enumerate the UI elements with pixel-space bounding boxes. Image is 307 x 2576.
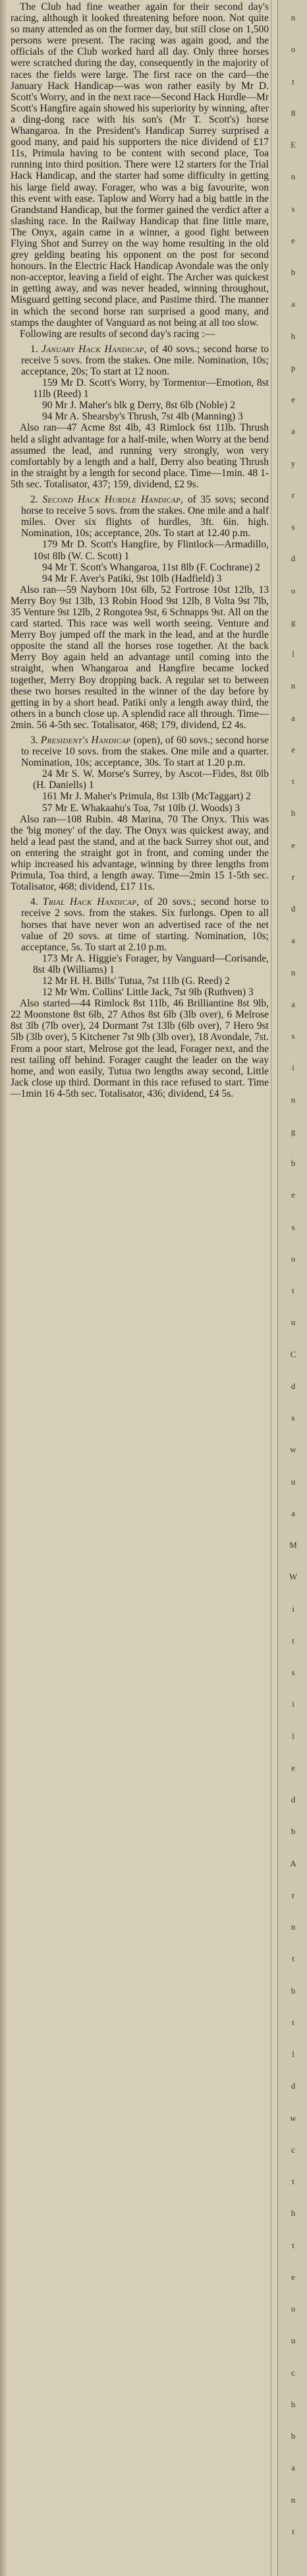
- adjacent-column-fragment: n: [291, 13, 296, 22]
- adjacent-column-fragment: s: [291, 1031, 295, 1041]
- adjacent-column-fragment: d: [291, 904, 296, 913]
- adjacent-column-fragment: l: [292, 1731, 294, 1741]
- adjacent-column-fragment: l: [292, 2049, 294, 2059]
- race-title: President's Handicap: [40, 735, 131, 746]
- scan-edge-left: [0, 0, 7, 2576]
- adjacent-column-fragment: o: [291, 44, 296, 54]
- adjacent-column-fragment: e: [291, 235, 295, 245]
- adjacent-column-fragment: h: [291, 331, 296, 341]
- adjacent-column-fragment: n: [291, 1922, 296, 1932]
- placing-entry: [11, 953, 269, 975]
- adjacent-column-fragment: b: [291, 1158, 296, 1168]
- placing-entry: [11, 791, 269, 802]
- adjacent-column-fragment: p: [291, 363, 296, 373]
- adjacent-column-fragment: r: [291, 1890, 295, 1900]
- placing-number: 3: [248, 987, 254, 998]
- adjacent-column-fragment: i: [292, 1062, 294, 1072]
- race-title: Trial Hack Handicap,: [42, 896, 140, 908]
- placing-number: 1: [83, 388, 89, 400]
- race-number: 3.: [30, 735, 38, 746]
- adjacent-column-fragment: e: [291, 394, 295, 404]
- placing-entry-text: 12 Mr Wm. Collins' Little Jack, 7st 9lb (Ruthven): [42, 987, 246, 998]
- adjacent-column-fragment: h: [291, 2208, 296, 2218]
- placing-entry: [11, 975, 269, 987]
- adjacent-column-fragment: e: [291, 1763, 295, 1773]
- adjacent-column-fragment: d: [291, 1381, 296, 1391]
- placing-number: 2: [230, 400, 235, 412]
- adjacent-column-fragment: h: [291, 2399, 296, 2409]
- adjacent-column-fragment: s: [291, 522, 295, 532]
- placing-number: 2: [246, 791, 251, 803]
- adjacent-column-fragment: b: [291, 267, 296, 277]
- placing-number: 2: [254, 561, 260, 573]
- adjacent-column-fragment: e: [291, 745, 295, 754]
- race-title: Second Hack Hurdle Handicap,: [42, 494, 184, 506]
- adjacent-column-fragment: y: [291, 458, 296, 468]
- placing-entry: [11, 987, 269, 998]
- adjacent-column-fragment: a: [291, 935, 295, 945]
- race-3: [11, 735, 269, 892]
- adjacent-column-fragment: a: [291, 1508, 295, 1518]
- adjacent-column-fragment: M: [289, 1540, 297, 1550]
- adjacent-column-fragment: n: [291, 2495, 296, 2505]
- adjacent-column-fragment: b: [291, 1826, 296, 1836]
- adjacent-column-fragment: e: [291, 840, 295, 850]
- adjacent-column-fragment: a: [291, 2463, 295, 2472]
- placing-entry: [11, 411, 269, 422]
- adjacent-column-fragment: d: [291, 1794, 296, 1804]
- adjacent-column-fragment: E: [291, 140, 296, 150]
- adjacent-column-fragment: e: [291, 1190, 295, 1200]
- adjacent-column-fragment: W: [289, 1572, 298, 1581]
- placing-number: 1: [124, 550, 130, 562]
- adjacent-column-fragment: i: [292, 1604, 294, 1614]
- adjacent-column-fragment: t: [292, 77, 294, 86]
- placing-number: 3: [238, 411, 243, 423]
- results-lead-in: Following are results of second day's racing :—: [20, 328, 215, 340]
- adjacent-column-fragment: t: [292, 2017, 294, 2027]
- placing-number: 3: [216, 572, 222, 584]
- adjacent-column-fragment: r: [291, 490, 295, 500]
- adjacent-column-fragment: w: [290, 1444, 296, 1454]
- placing-entry-text: 24 Mr S. W. Morse's Surrey, by Ascot—Fides, 8st 0lb (H. Daniells): [33, 768, 269, 791]
- placing-entry-text: 159 Mr D. Scott's Worry, by Tormentor—Emotion, 8st 11lb (Reed): [33, 377, 269, 400]
- adjacent-column-fragment: b: [291, 1986, 296, 1996]
- adjacent-column-fragment: s: [291, 1413, 295, 1423]
- adjacent-column-fragment: a: [291, 713, 295, 723]
- intro-paragraph: The Club had fine weather again for their second day's racing, although it looked threatening before noon. Not quite so many attended as on the former day, but still close on 1,500 persons were present. The racing was again good, and the officials of the Club worked hard all day. Only three horses were scratched during the day, consequently in the majority of races the fields were large. The first race on the card—the January Hack Handicap—was won rather easily by Mr D. Scott's Worry, and in the next race—Second Hack Hurdle—Mr Scott's Hangfire again showed his superiority by winning, after a ding-dong race with his son's (Mr T. Scott's) horse Whangaroa. In the President's Handicap Surrey surprised a good many, and paid his supporters the nice dividend of £17 11s, Primula having to be content with second place, Toa running into third position. There were 12 starters for the Trial Hack Handicap, and the starter had some difficulty in getting his large field away. Forager, who was a big favourite, won this event with ease. Taplow and Worry had a big battle in the Grandstand Handicap, but the former gained the verdict after a slashing race. In the Railway Handicap that fine little mare, The Onyx, again came in a winner, a good fight between Flying Shot and Surrey on the way home resulting in the old grey gelding beating his opponent on the post for second honours. In the Electric Hack Handicap Avondale was the only non-acceptor, leaving a field of eight. The Archer was quickest in getting away, and was never headed, winning throughout, Misguard getting second place, and Pastime third. The manner in which the second horse ran surprised a good many, and stamps the daughter of Vanguard as not being at all too slow.: [11, 1, 269, 328]
- adjacent-column-fragment: g: [291, 617, 296, 627]
- adjacent-column-fragment: t: [292, 1953, 294, 1963]
- adjacent-column-fragment: c: [291, 2145, 295, 2155]
- adjacent-column-fragment: d: [291, 553, 296, 563]
- placing-entry-text: 12 Mr H. H. Bills' Tutua, 7st 11lb (G. Reed): [42, 975, 223, 987]
- adjacent-column-fragment: 8: [291, 108, 296, 118]
- adjacent-column-fragment: g: [291, 1126, 296, 1136]
- adjacent-column-fragment: o: [291, 586, 296, 596]
- race-conditions: (open), of 60 sovs.; second horse to receive 10 sovs. from the stakes. One mile and a quarter. Nomination, 10s; acceptance, 30s. To start at 1.20 p.m.: [21, 735, 269, 769]
- race-title: January Hack Handicap,: [42, 343, 147, 355]
- placing-number: 2: [224, 975, 230, 987]
- adjacent-column-fragment: s: [291, 204, 295, 214]
- race-heading: [11, 494, 269, 539]
- race-number: 2.: [30, 494, 38, 506]
- race-2: [11, 494, 269, 731]
- article-column: [11, 1, 269, 1099]
- adjacent-column-fragment: d: [291, 2081, 296, 2091]
- race-report: Also ran—59 Nayborn 10st 6lb, 52 Fortrose 10st 12lb, 13 Merry Boy 9st 13lb, 13 Robin Hood 9st 12lb, 8 Volta 9st 7lb, 35 Venture 9st 12lb, 2 Rongotea 9st, 6 Schnapps 9st. All on the card started. This race was well worth seeing. Venture and Merry Boy jumped off the mark in the lead, and at the hurdle opposite the stand all the horses rose together. At the back Merry Boy again held an advantage until coming into the straight, when Whangaroa and Hangfire became locked together, Merry Boy dropping back. A regular set to between these two horses resulted in the winner of the day before by getting in by a short head. Patiki only a length away third, the others in a bunch close up. A splendid race all through. Time—2min. 56 4-5th sec. Totalisator, 468; 179, dividend, £2 4s.: [11, 584, 269, 731]
- adjacent-column-fragment: a: [291, 999, 295, 1009]
- placing-entry-text: 94 Mr T. Scott's Whangaroa, 11st 8lb (F. Cochrane): [42, 561, 253, 573]
- race-report: Also ran—108 Rubin. 48 Marina, 70 The Onyx. This was the 'big money' of the day. The Onyx was quickest away, and held a lead past the stand, and at the back Surrey shot out, and on entering the straight got in front, and coming under the whip increased his advantage, winning by three lengths from Primula, Toa third, a length away. Time—2min 15 1-5th sec. Totalisator, 468; dividend, £17 11s.: [11, 813, 269, 893]
- adjacent-column-fragment: b: [291, 2431, 296, 2441]
- race-4: [11, 896, 269, 1099]
- race-conditions: of 40 sovs.; second horse to receive 5 sovs. from the stakes. One mile. Nomination, 10s; acceptance, 20s; To start at 12 noon.: [21, 343, 269, 377]
- placing-entry: [11, 562, 269, 573]
- adjacent-column-fragment: n: [291, 967, 296, 977]
- race-report: Also started—44 Rimlock 8st 11lb, 46 Brilliantine 8st 9lb, 22 Moonstone 8st 6lb, 27 Athos 8st 6lb (3lb over), 6 Melrose 8st 3lb (7lb over), 24 Dormant 7st 13lb (6lb over), 7 Hero 9st 5lb (3lb over), 5 Kitchener 7st 9lb (3lb over), 18 Avondale, 7st. From a poor start, Melrose got the lead, Forager next, and the rest tailing off behind. Forager caught the leader on the way home, and won easily, Tutua two lengths away second, Little Jack close up third. Dormant in this race refused to start. Time—1min 16 4-5th sec. Totalisator, 436; dividend, £4 5s.: [11, 998, 269, 1099]
- adjacent-column-fragment: n: [291, 681, 296, 690]
- placing-entry-text: 173 Mr A. Higgie's Forager, by Vanguard—Corisande, 8st 4lb (Williams): [33, 952, 269, 975]
- placing-number: 1: [109, 964, 115, 975]
- race-heading: [11, 896, 269, 952]
- adjacent-column-fragment: h: [291, 808, 296, 818]
- adjacent-column-fragment: n: [291, 1095, 296, 1105]
- adjacent-column-fragment: s: [291, 1667, 295, 1677]
- adjacent-column-fragment: t: [292, 1636, 294, 1645]
- adjacent-column-fragment: t: [292, 1285, 294, 1295]
- placing-entry: [11, 768, 269, 791]
- adjacent-column-fragment: i: [292, 1699, 294, 1709]
- race-number: 4.: [30, 896, 38, 908]
- placing-entry-text: 90 Mr J. Maher's blk g Derry, 8st 6lb (Noble): [42, 400, 228, 412]
- placing-entry: [11, 539, 269, 561]
- adjacent-column-fragment: t: [292, 2527, 294, 2536]
- placing-entry: [11, 377, 269, 400]
- placing-number: 3: [235, 802, 240, 814]
- placing-entry: [11, 400, 269, 411]
- placing-entry-text: 94 Mr A. Shearsby's Thrush, 7st 4lb (Manning): [42, 411, 236, 423]
- race-report: Also ran—47 Acme 8st 4lb, 43 Rimlock 6st 11lb. Thrush held a slight advantage for a half-mile, when Worry at the bend assumed the lead, and running very strongly, won very comfortably by a length and a half, Derry also beating Thrush in the straight by a length for second place. Time—1min. 48 1-5th sec. Totalisator, 437; 159, dividend, £2 9s.: [11, 422, 269, 490]
- adjacent-column-fragment: t: [292, 2176, 294, 2186]
- adjacent-column-fragment: u: [291, 2335, 296, 2345]
- placing-entry-text: 57 Mr E. Whakaahu's Toa, 7st 10lb (J. Woods): [42, 802, 233, 814]
- placing-number: 1: [88, 780, 94, 791]
- adjacent-column-fragment: u: [291, 1317, 296, 1327]
- adjacent-column-fragment: a: [291, 299, 295, 309]
- adjacent-column-fragment: o: [291, 2304, 296, 2314]
- placing-entry-text: 179 Mr D. Scott's Hangfire, by Flintlock—Armadillo, 10st 8lb (W. C. Scott): [33, 539, 269, 562]
- adjacent-column-fragment: e: [291, 2272, 295, 2282]
- adjacent-column-fragment: o: [291, 1254, 296, 1264]
- adjacent-column-fragment: t: [292, 776, 294, 786]
- placing-entry-text: 94 Mr F. Aver's Patiki, 9st 10lb (Hadfield): [42, 572, 214, 584]
- adjacent-column-fragment: r: [291, 872, 295, 882]
- placing-entry: [11, 803, 269, 814]
- adjacent-column-fragment: n: [291, 171, 296, 181]
- adjacent-column-fragment: t: [292, 2240, 294, 2250]
- adjacent-column-fragment: w: [290, 2113, 296, 2123]
- placing-entry: [11, 573, 269, 584]
- adjacent-column-fragment: c: [291, 2368, 295, 2377]
- race-heading: [11, 344, 269, 377]
- race-heading: [11, 735, 269, 768]
- race-conditions: of 35 sovs; second horse to receive 5 sovs. from the stakes. One mile and a half miles. Over six flights of hurdles, 3ft. 6in. high. Nomination, 10s; acceptance, 20s. To start at 12.40 p.m.: [21, 494, 269, 539]
- race-conditions: of 20 sovs.; second horse to receive 2 sovs. from the stakes. Six furlongs. Open to all horses that have never won an advertised race of the net value of 20 sovs. at time of starting. Nomination, 10s; acceptance, 5s. To start at 2.10 p.m.: [21, 896, 269, 953]
- adjacent-column-fragment: l: [292, 649, 294, 659]
- placing-entry-text: 161 Mr J. Maher's Primula, 8st 13lb (McTaggart): [42, 791, 244, 803]
- adjacent-column-fragment: s: [291, 1222, 295, 1232]
- race-1: [11, 344, 269, 490]
- race-number: 1.: [30, 343, 38, 355]
- adjacent-column-fragment: C: [290, 1349, 296, 1359]
- adjacent-column-fragment: u: [291, 1477, 296, 1487]
- adjacent-column-fragment: a: [291, 426, 295, 436]
- adjacent-column-fragment: A: [290, 1858, 296, 1868]
